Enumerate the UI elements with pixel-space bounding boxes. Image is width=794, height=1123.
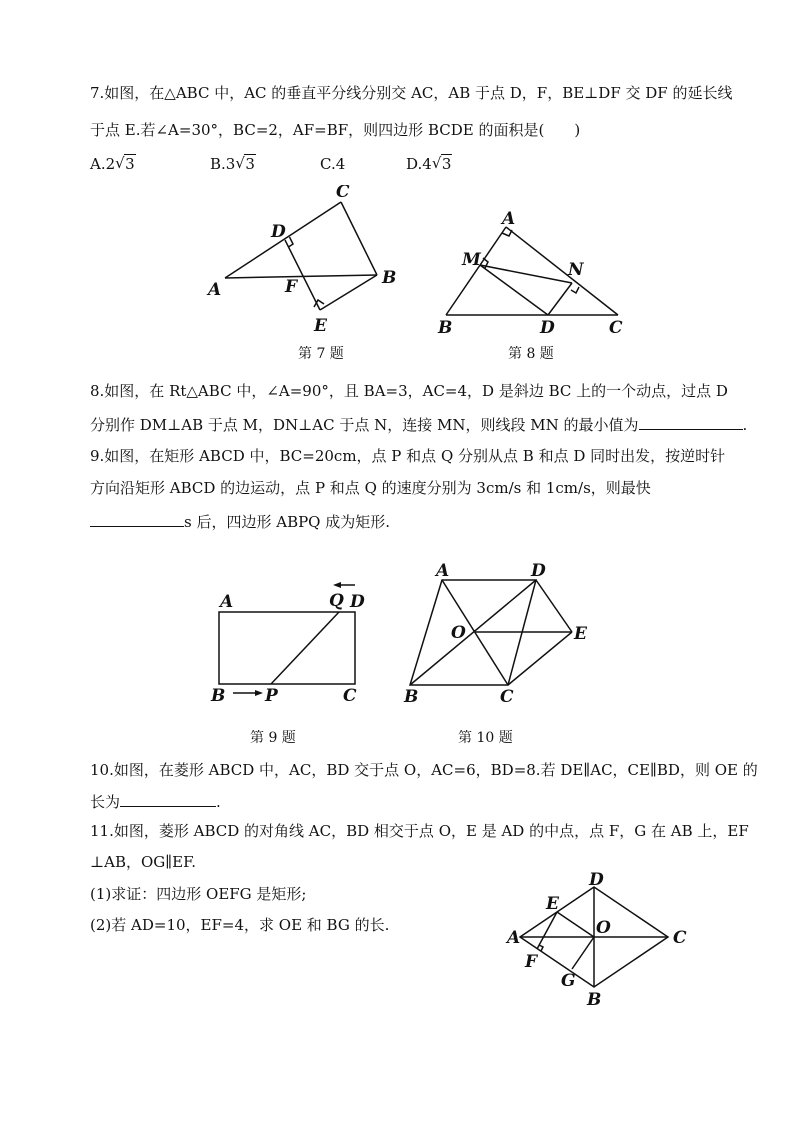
q9-text-line2: 方向沿矩形 ABCD 的边运动，点 P 和点 Q 的速度分别为 3cm/s 和 1cm/s，则最快	[90, 479, 651, 497]
q7-option-b	[210, 155, 256, 173]
option-coef: 4	[422, 155, 432, 173]
radicand: 3	[125, 155, 135, 173]
q11-part2: (2)若 AD=10，EF=4，求 OE 和 BG 的长.	[90, 916, 390, 934]
label-a: A	[502, 209, 516, 229]
label-c: C	[343, 686, 357, 706]
q8-text-line2	[90, 413, 747, 435]
label-b: B	[404, 687, 419, 707]
caption-q7: 第 7 题	[298, 346, 344, 362]
label-c: C	[609, 318, 623, 338]
label-d: D	[540, 318, 555, 338]
figure-10-diagram	[400, 560, 600, 710]
option-letter: A.	[90, 155, 106, 173]
label-b: B	[587, 990, 602, 1010]
q10-answer-blank[interactable]	[120, 790, 216, 807]
label-d: D	[531, 561, 546, 581]
q11-part1: (1)求证：四边形 OEFG 是矩形;	[90, 885, 307, 903]
q7-option-c	[320, 155, 345, 173]
segment-og	[572, 937, 594, 969]
figure-11	[498, 865, 698, 1010]
label-e: E	[314, 316, 327, 336]
option-coef: 2	[105, 155, 116, 173]
q11-text-line2: ⊥AB，OG∥EF.	[90, 853, 196, 871]
segment-nd	[548, 283, 572, 315]
label-c: C	[500, 687, 514, 707]
segment-pq	[271, 612, 339, 684]
label-a: A	[220, 592, 234, 612]
sqrt-symbol: √ 3	[235, 154, 255, 173]
segment-eo	[557, 912, 594, 937]
q8-text-line1: 8.如图，在 Rt△ABC 中，∠A=90°，且 BA=3，AC=4，D 是斜边 BC 上的一个动点，过点 D	[90, 382, 728, 400]
q9-answer-blank[interactable]	[90, 510, 184, 527]
label-b: B	[438, 318, 453, 338]
q9-text-line1: 9.如图，在矩形 ABCD 中，BC=20cm，点 P 和点 Q 分别从点 B 和点 D 同时出发，按逆时针	[90, 447, 726, 465]
sqrt-symbol: √ 3	[431, 154, 452, 173]
segment-de	[536, 580, 572, 632]
label-d: D	[350, 592, 365, 612]
label-f: F	[525, 952, 538, 972]
segment-de	[285, 240, 320, 310]
option-value: 4	[335, 155, 346, 173]
label-g: G	[561, 971, 576, 991]
segment-cb	[341, 202, 377, 275]
label-q: Q	[329, 591, 344, 611]
figure-7-diagram	[200, 185, 420, 345]
segment-ce	[508, 632, 572, 685]
sqrt-symbol: √ 3	[115, 154, 135, 173]
figure-8	[430, 205, 640, 340]
label-a: A	[436, 561, 450, 581]
label-a: A	[507, 928, 521, 948]
q10-text-line2	[90, 790, 221, 812]
label-m: M	[462, 250, 481, 270]
caption-q8: 第 8 题	[508, 346, 554, 362]
label-n: N	[568, 260, 584, 280]
label-a: A	[208, 280, 222, 300]
q7-option-a	[90, 155, 136, 173]
label-c: C	[336, 185, 350, 202]
label-e: E	[546, 894, 559, 914]
label-o: O	[596, 918, 611, 938]
q11-text-line1: 11.如图，菱形 ABCD 的对角线 AC，BD 相交于点 O，E 是 AD 的中点，点 F，G 在 AB 上，EF	[90, 822, 749, 840]
q8-text-line2-main: 分别作 DM⊥AB 于点 M，DN⊥AC 于点 N，连接 MN，则线段 MN 的最小值为	[90, 416, 639, 434]
q7-text-line1: 7.如图，在△ABC 中，AC 的垂直平分线分别交 AC，AB 于点 D，F，BE⊥DF 交 DF 的延长线	[90, 84, 733, 102]
segment-ef	[537, 912, 557, 949]
segment-ac	[506, 227, 618, 315]
figure-9-diagram	[205, 575, 375, 715]
q8-answer-blank[interactable]	[639, 413, 743, 430]
label-b: B	[382, 268, 397, 288]
arrow-left-icon	[333, 582, 341, 588]
option-letter: C.	[320, 155, 336, 173]
q10-text-line2-end: .	[216, 793, 221, 811]
q9-text-line3	[90, 510, 390, 532]
q8-text-line2-end: .	[742, 416, 748, 434]
q10-text-line1: 10.如图，在菱形 ABCD 中，AC，BD 交于点 O，AC=6，BD=8.若 DE∥AC，CE∥BD，则 OE 的	[90, 761, 758, 779]
right-angle-mark-d	[289, 237, 294, 247]
option-letter: D.	[406, 155, 423, 173]
label-f: F	[285, 277, 298, 297]
label-d: D	[589, 870, 604, 890]
label-d: D	[271, 222, 286, 242]
radicand: 3	[245, 155, 255, 173]
option-letter: B.	[210, 155, 226, 173]
rectangle-abcd	[219, 612, 355, 684]
caption-q9: 第 9 题	[250, 730, 296, 746]
figure-7	[200, 185, 420, 345]
segment-ba	[446, 227, 506, 315]
option-coef: 3	[225, 155, 236, 173]
right-angle-mark-n	[571, 287, 579, 293]
arrow-right-icon	[255, 690, 263, 696]
q7-text-line2: 于点 E.若∠A=30°，BC=2，AF=BF，则四边形 BCDE 的面积是( )	[90, 121, 581, 139]
q9-text-line3-main: s 后，四边形 ABPQ 成为矩形.	[184, 513, 391, 531]
q10-text-line2-main: 长为	[90, 793, 121, 811]
figure-10	[400, 560, 600, 710]
figure-11-diagram	[498, 865, 698, 1010]
segment-be	[320, 275, 377, 310]
q7-option-d	[406, 155, 452, 173]
label-c: C	[673, 928, 687, 948]
label-p: P	[265, 686, 278, 706]
radicand: 3	[441, 155, 452, 173]
figure-9	[205, 575, 375, 715]
label-e: E	[574, 624, 587, 644]
segment-ab	[225, 275, 377, 278]
label-b: B	[211, 686, 226, 706]
caption-q10: 第 10 题	[458, 730, 513, 746]
segment-md	[480, 265, 548, 315]
figure-8-diagram	[430, 205, 640, 340]
label-o: O	[451, 623, 466, 643]
